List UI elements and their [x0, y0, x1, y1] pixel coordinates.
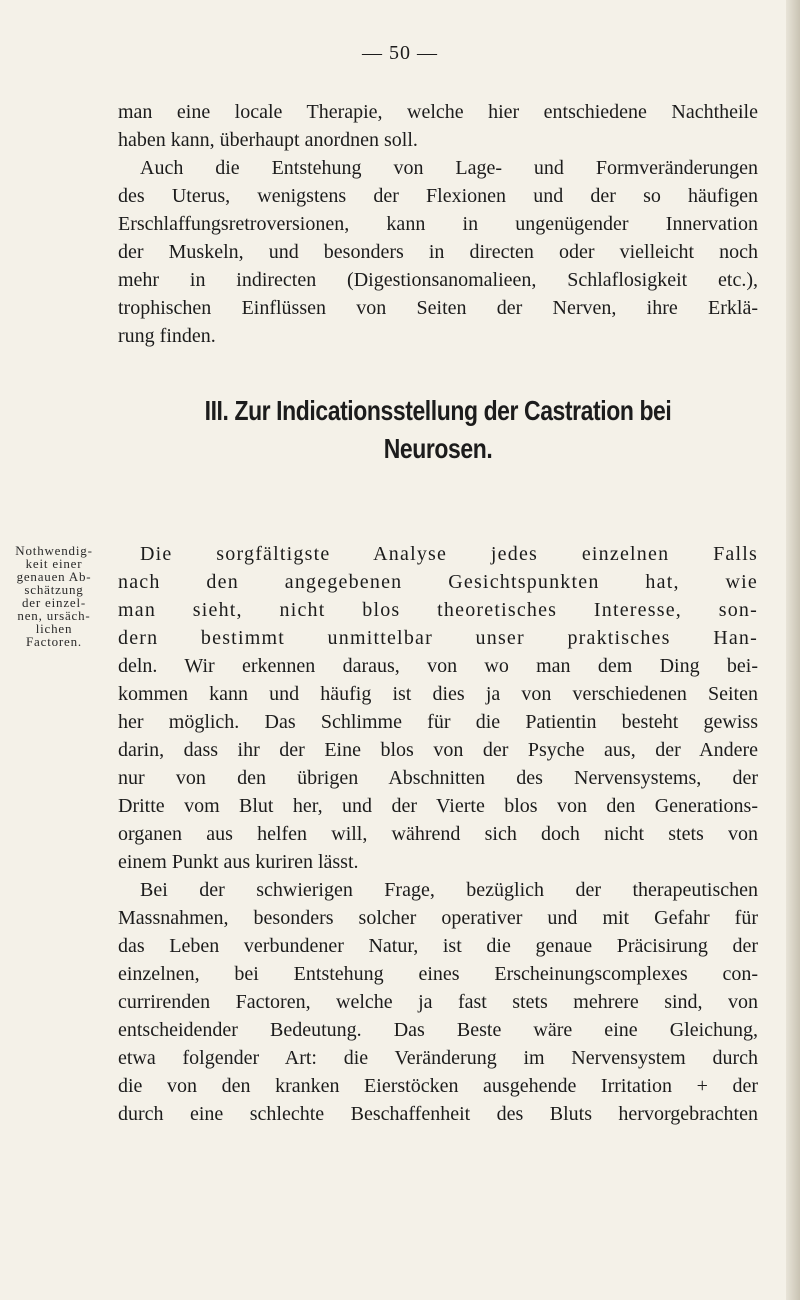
margin-note-line: genauen Ab-	[16, 569, 92, 584]
text-line: nach den angegebenen Gesichtspunkten hat, wie	[118, 571, 758, 593]
heading-line: Neurosen.	[383, 433, 493, 464]
text-line: currirenden Factoren, welche ja fast stets mehrere sind, von	[118, 991, 758, 1013]
section-heading	[176, 392, 701, 468]
text-line: her möglich. Das Schlimme für die Patientin besteht gewiss	[118, 711, 758, 733]
paragraph-main	[118, 652, 758, 876]
margin-note	[4, 544, 104, 648]
text-line: man eine locale Therapie, welche hier entschiedene Nachtheile	[118, 101, 758, 123]
margin-note-line: der einzel-	[21, 595, 86, 610]
text-line: organen aus helfen will, während sich doch nicht stets von	[118, 823, 758, 845]
page-edge-shadow	[786, 0, 800, 1300]
margin-note-line: Factoren.	[26, 634, 82, 649]
paragraph-last	[118, 876, 758, 1128]
text-line: Bei der schwierigen Frage, bezüglich der therapeutischen	[140, 879, 758, 901]
text-line: Auch die Entstehung von Lage- und Formveränderungen	[140, 157, 758, 179]
page-number: — 50 —	[362, 42, 438, 64]
text-line: durch eine schlechte Beschaffenheit des Bluts hervorgebrachten	[118, 1103, 758, 1125]
paragraph-top	[118, 98, 758, 350]
text-line: man sieht, nicht blos theoretisches Interesse, son-	[118, 599, 758, 621]
text-line: rung finden.	[118, 325, 216, 347]
text-line: einzelnen, bei Entstehung eines Erscheinungscomplexes con-	[118, 963, 758, 985]
text-line: Die sorgfältigste Analyse jedes einzelnen Falls	[140, 543, 758, 565]
text-line: entscheidender Bedeutung. Das Beste wäre eine Gleichung,	[118, 1019, 758, 1041]
text-line: nur von den übrigen Abschnitten des Nervensystems, der	[118, 767, 758, 789]
margin-note-line: Nothwendig-	[15, 543, 93, 558]
margin-note-line: keit einer	[25, 556, 83, 571]
text-line: mehr in indirecten (Digestionsanomalieen, Schlaflosigkeit etc.),	[118, 269, 758, 291]
text-line: haben kann, überhaupt anordnen soll.	[118, 129, 418, 151]
margin-note-line: lichen	[35, 621, 73, 636]
text-line: dern bestimmt unmittelbar unser praktisches Han-	[118, 627, 758, 649]
text-line: die von den kranken Eierstöcken ausgehende Irritation + der	[118, 1075, 758, 1097]
text-line: des Uterus, wenigstens der Flexionen und der so häufigen	[118, 185, 758, 207]
text-line: etwa folgender Art: die Veränderung im Nervensystem durch	[118, 1047, 758, 1069]
paragraph-spaced	[118, 540, 758, 652]
margin-note-line: nen, ursäch-	[17, 608, 91, 623]
text-line: darin, dass ihr der Eine blos von der Psyche aus, der Andere	[118, 739, 758, 761]
heading-line: III. Zur Indicationsstellung der Castration bei	[204, 395, 672, 426]
text-line: kommen kann und häufig ist dies ja von verschiedenen Seiten	[118, 683, 758, 705]
text-line: das Leben verbundener Natur, ist die genaue Präcisirung der	[118, 935, 758, 957]
text-line: Dritte vom Blut her, und der Vierte blos von den Generations-	[118, 795, 758, 817]
text-line: Erschlaffungsretroversionen, kann in ungenügender Innervation	[118, 213, 758, 235]
text-line: einem Punkt aus kuriren lässt.	[118, 851, 359, 873]
text-line: Massnahmen, besonders solcher operativer und mit Gefahr für	[118, 907, 758, 929]
text-line: deln. Wir erkennen daraus, von wo man dem Ding bei-	[118, 655, 758, 677]
margin-note-line: schätzung	[24, 582, 84, 597]
text-line: trophischen Einflüssen von Seiten der Nerven, ihre Erklä-	[118, 297, 758, 319]
text-line: der Muskeln, und besonders in directen oder vielleicht noch	[118, 241, 758, 263]
